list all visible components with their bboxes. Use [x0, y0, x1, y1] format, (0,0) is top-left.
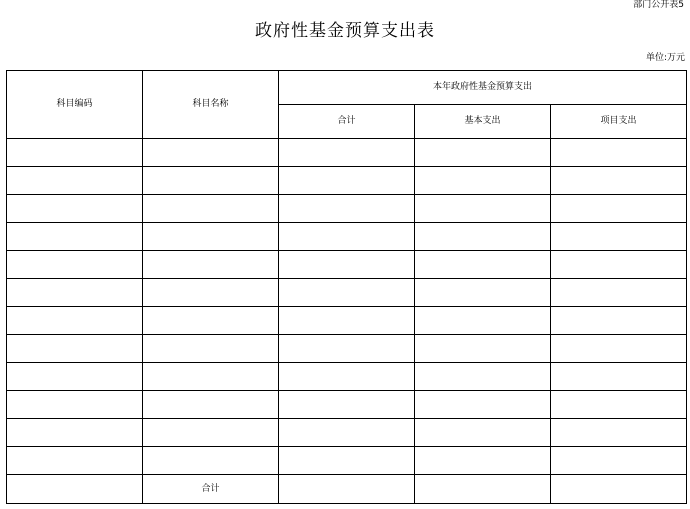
table-cell-project-cell	[551, 251, 687, 279]
table-cell-name-cell	[143, 335, 279, 363]
table-cell-name-cell	[143, 251, 279, 279]
header-subject-code: 科目编码	[7, 71, 143, 139]
header-fund-expenditure-group: 本年政府性基金预算支出	[279, 71, 687, 105]
table-cell-total-cell	[279, 419, 415, 447]
table-cell-project-cell	[551, 447, 687, 475]
header-row-1	[7, 71, 687, 105]
table-row	[7, 279, 687, 307]
unit-label: 单位:万元	[645, 53, 685, 63]
header-project-expenditure: 项目支出	[551, 105, 687, 139]
page-title: 政府性基金预算支出表	[255, 21, 435, 41]
total-row-total-cell	[279, 475, 415, 504]
table-row	[7, 447, 687, 475]
table-row	[7, 335, 687, 363]
table-cell-code-cell	[7, 391, 143, 419]
table-cell-total-cell	[279, 307, 415, 335]
total-row-project-cell	[551, 475, 687, 504]
table-cell-basic-cell	[415, 391, 551, 419]
table-cell-code-cell	[7, 447, 143, 475]
table-cell-code-cell	[7, 167, 143, 195]
table-row	[7, 139, 687, 167]
table-cell-name-cell	[143, 447, 279, 475]
total-row	[7, 475, 687, 504]
table-row	[7, 419, 687, 447]
table-cell-project-cell	[551, 279, 687, 307]
header-subject-name: 科目名称	[143, 71, 279, 139]
table-cell-name-cell	[143, 391, 279, 419]
table-row	[7, 363, 687, 391]
table-row	[7, 223, 687, 251]
table-cell-total-cell	[279, 167, 415, 195]
table-cell-name-cell	[143, 279, 279, 307]
table-cell-code-cell	[7, 419, 143, 447]
table-row	[7, 195, 687, 223]
table-cell-name-cell	[143, 307, 279, 335]
total-row-code-cell	[7, 475, 143, 504]
table-row	[7, 167, 687, 195]
table-cell-name-cell	[143, 167, 279, 195]
table-cell-project-cell	[551, 223, 687, 251]
table-cell-basic-cell	[415, 335, 551, 363]
table-cell-basic-cell	[415, 363, 551, 391]
table-cell-name-cell	[143, 419, 279, 447]
table-cell-total-cell	[279, 251, 415, 279]
table-cell-total-cell	[279, 223, 415, 251]
table-cell-basic-cell	[415, 167, 551, 195]
table-cell-code-cell	[7, 363, 143, 391]
form-number-label: 部门公开表5	[633, 0, 684, 10]
table-cell-code-cell	[7, 139, 143, 167]
table-cell-code-cell	[7, 335, 143, 363]
table-cell-project-cell	[551, 419, 687, 447]
table-cell-basic-cell	[415, 139, 551, 167]
table-cell-code-cell	[7, 279, 143, 307]
table-cell-name-cell	[143, 139, 279, 167]
table-cell-basic-cell	[415, 223, 551, 251]
table-cell-basic-cell	[415, 251, 551, 279]
table-cell-basic-cell	[415, 307, 551, 335]
table-cell-total-cell	[279, 279, 415, 307]
table-row	[7, 251, 687, 279]
total-row-basic-cell	[415, 475, 551, 504]
table-cell-basic-cell	[415, 447, 551, 475]
budget-table	[6, 70, 687, 504]
table-cell-project-cell	[551, 139, 687, 167]
table-row	[7, 391, 687, 419]
table-cell-code-cell	[7, 251, 143, 279]
table-cell-basic-cell	[415, 195, 551, 223]
table-cell-project-cell	[551, 363, 687, 391]
table-row	[7, 307, 687, 335]
table-cell-total-cell	[279, 335, 415, 363]
table-cell-total-cell	[279, 195, 415, 223]
table-cell-basic-cell	[415, 419, 551, 447]
table-cell-project-cell	[551, 167, 687, 195]
table-cell-name-cell	[143, 195, 279, 223]
table-cell-project-cell	[551, 195, 687, 223]
table-cell-name-cell	[143, 363, 279, 391]
table-cell-total-cell	[279, 447, 415, 475]
table-cell-total-cell	[279, 139, 415, 167]
total-row-label: 合计	[143, 475, 279, 504]
table-cell-name-cell	[143, 223, 279, 251]
table-cell-code-cell	[7, 307, 143, 335]
table-cell-code-cell	[7, 195, 143, 223]
header-basic-expenditure: 基本支出	[415, 105, 551, 139]
table-cell-project-cell	[551, 307, 687, 335]
table-cell-total-cell	[279, 363, 415, 391]
table-cell-total-cell	[279, 391, 415, 419]
table-cell-project-cell	[551, 391, 687, 419]
header-total: 合计	[279, 105, 415, 139]
table-cell-basic-cell	[415, 279, 551, 307]
table-cell-project-cell	[551, 335, 687, 363]
table-cell-code-cell	[7, 223, 143, 251]
